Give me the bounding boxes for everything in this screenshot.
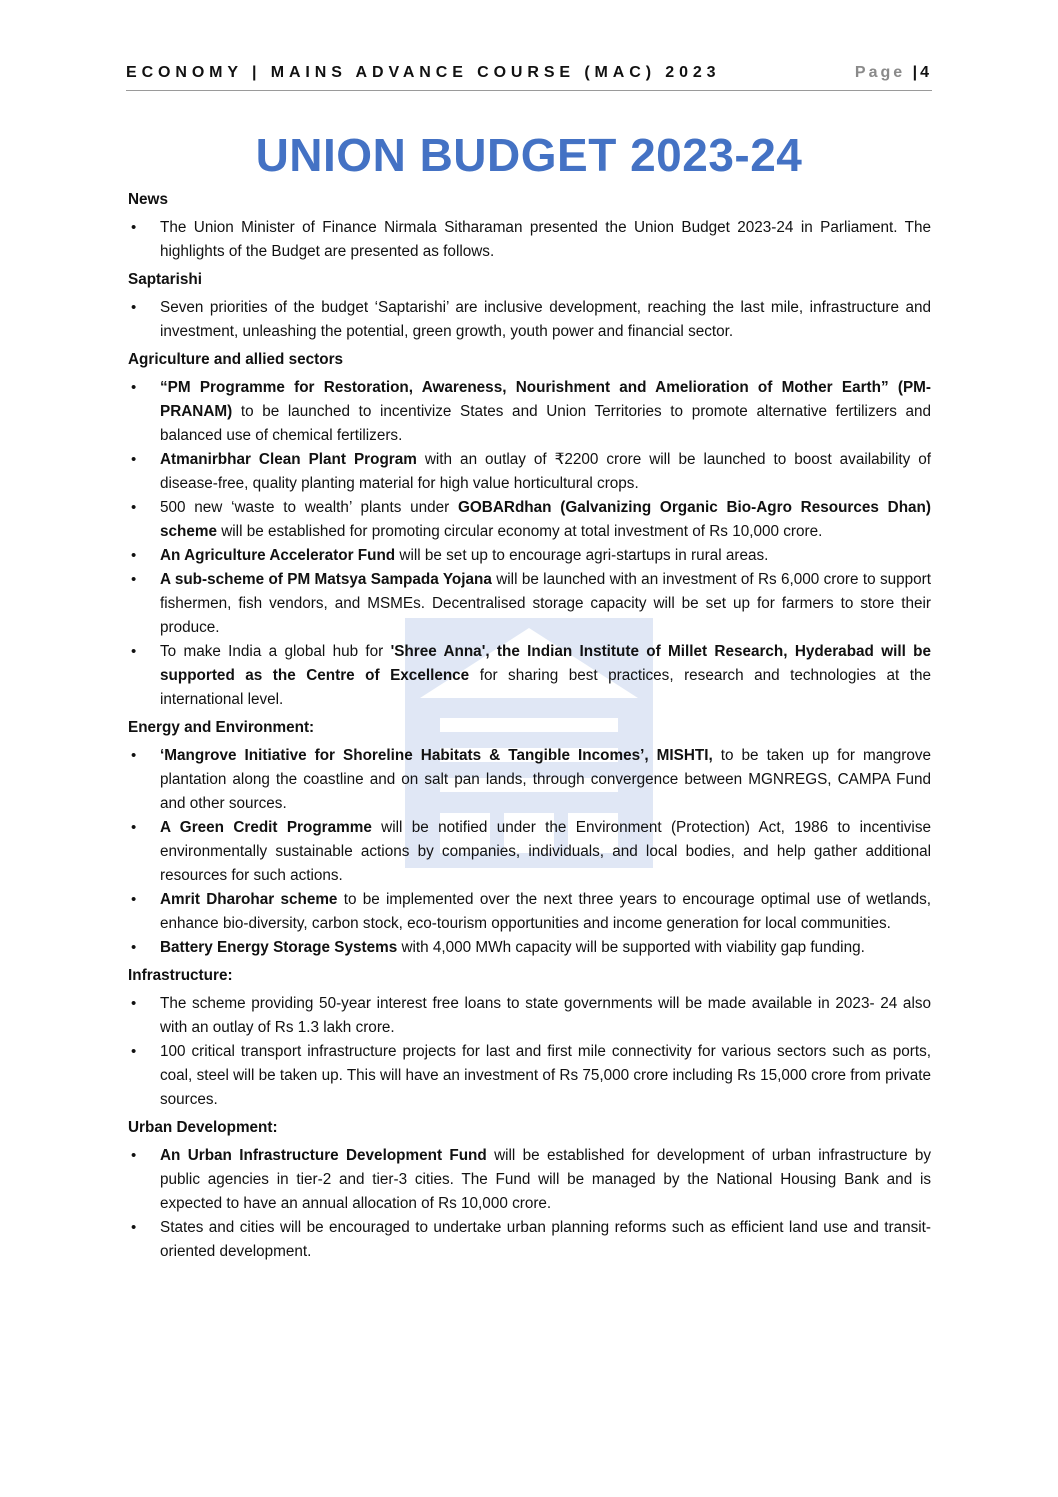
text-run: The Union Minister of Finance Nirmala Sitharaman presented the Union Budget 2023-24 in Parliament. The highlights of the Budget are presented as follows.: [160, 219, 931, 260]
text-run: will be launched with an investment of Rs 6,000 crore to support fishermen, fish vendors, and MSMEs. Decentralised storage capacity will be set up for farmers to store their produce.: [160, 571, 931, 636]
bullet-item: [128, 216, 931, 264]
section-heading: Energy and Environment:: [128, 719, 315, 736]
bullet-item: [128, 936, 931, 960]
bold-text: Atmanirbhar Clean Plant Program: [160, 451, 417, 468]
page-label: Page: [854, 64, 906, 81]
bullet-item: [128, 992, 931, 1040]
bullet-item: [128, 376, 931, 448]
bullet-item: [128, 296, 931, 344]
bullet-item: [128, 448, 931, 496]
text-run: with an outlay of ₹2200 crore will be launched to boost availability of disease-free, quality planting material for high value horticultural crops.: [160, 451, 931, 492]
document-body: [128, 188, 931, 1268]
section-heading: Saptarishi: [128, 271, 202, 288]
bullet-item: [128, 1144, 931, 1216]
text-run: Seven priorities of the budget ‘Saptarishi’ are inclusive development, reaching the last mile, infrastructure and investment, unleashing the potential, green growth, youth power and financial sector.: [160, 299, 931, 340]
page-separator: |: [912, 64, 921, 81]
bold-text: “PM Programme for Restoration, Awareness, Nourishment and Amelioration of Mother Earth” (PM-PRANAM): [160, 379, 931, 420]
bullet-item: [128, 640, 931, 712]
bullet-item: [128, 1216, 931, 1264]
page-header: [126, 64, 932, 91]
bullet-list: [128, 1144, 931, 1264]
text-run: 100 critical transport infrastructure projects for last and first mile connectivity for various sectors such as ports, coal, steel will be taken up. This will have an investment of Rs 75,000 crore including Rs 15,000 crore from private sources.: [160, 1043, 931, 1108]
text-run: will be notified under the Environment (Protection) Act, 1986 to incentivise environmentally sustainable actions by companies, individuals, and local bodies, and help gather additional resources for such actions.: [160, 819, 931, 884]
bold-text: ‘Mangrove Initiative for Shoreline Habitats & Tangible Incomes’, MISHTI,: [160, 747, 713, 764]
text-run: to be implemented over the next three years to encourage optimal use of wetlands, enhance bio-diversity, carbon stock, eco-tourism opportunities and income generation for local communities.: [160, 891, 931, 932]
document-title: UNION BUDGET 2023-24: [255, 129, 803, 181]
text-run: To make India a global hub for: [160, 643, 391, 660]
bullet-list: [128, 744, 931, 960]
bullet-list: [128, 296, 931, 344]
bold-text: 'Shree Anna', the Indian Institute of Millet Research, Hyderabad will be supported as the Centre of Excellence: [160, 643, 931, 684]
bullet-item: [128, 544, 931, 568]
bold-text: An Urban Infrastructure Development Fund: [160, 1147, 487, 1164]
bullet-item: [128, 744, 931, 816]
bullet-list: [128, 216, 931, 264]
bold-text: Amrit Dharohar scheme: [160, 891, 338, 908]
bullet-list: [128, 992, 931, 1112]
bullet-list: [128, 376, 931, 712]
text-run: States and cities will be encouraged to undertake urban planning reforms such as efficient land use and transit-oriented development.: [160, 1219, 931, 1260]
bullet-item: [128, 1040, 931, 1112]
course-title: ECONOMY | MAINS ADVANCE COURSE (MAC) 2023: [126, 64, 721, 81]
text-run: to be taken up for mangrove plantation along the coastline and on salt pan lands, through convergence between MGNREGS, CAMPA Fund and other sources.: [160, 747, 931, 812]
text-run: 500 new ‘waste to wealth’ plants under: [160, 499, 458, 516]
bold-text: GOBARdhan (Galvanizing Organic Bio-Agro Resources Dhan) scheme: [160, 499, 931, 540]
bold-text: A sub-scheme of PM Matsya Sampada Yojana: [160, 571, 492, 588]
section-heading: Infrastructure:: [128, 967, 233, 984]
text-run: will be established for development of urban infrastructure by public agencies in tier-2 and tier-3 cities. The Fund will be managed by the National Housing Bank and is expected to have an annual allocation of Rs 10,000 crore.: [160, 1147, 932, 1212]
section-heading: Agriculture and allied sectors: [128, 351, 344, 368]
section-heading: News: [128, 191, 168, 208]
section-heading: Urban Development:: [128, 1119, 278, 1136]
text-run: for sharing best practices, research and technologies at the international level.: [160, 667, 931, 708]
text-run: to be launched to incentivize States and Union Territories to promote alternative fertilizers and balanced use of chemical fertilizers.: [160, 403, 931, 444]
page-number: 4: [920, 64, 932, 81]
text-run: will be set up to encourage agri-startups in rural areas.: [395, 547, 769, 564]
bullet-item: [128, 816, 931, 888]
text-run: with 4,000 MWh capacity will be supported with viability gap funding.: [397, 939, 865, 956]
bold-text: An Agriculture Accelerator Fund: [160, 547, 396, 564]
text-run: will be established for promoting circular economy at total investment of Rs 10,000 crore.: [216, 523, 823, 540]
text-run: The scheme providing 50-year interest free loans to state governments will be made available in 2023- 24 also with an outlay of Rs 1.3 lakh crore.: [160, 995, 931, 1036]
bullet-item: [128, 888, 931, 936]
bullet-item: [128, 496, 931, 544]
page-indicator: [855, 64, 932, 82]
bullet-item: [128, 568, 931, 640]
bold-text: A Green Credit Programme: [160, 819, 372, 836]
bold-text: Battery Energy Storage Systems: [160, 939, 398, 956]
